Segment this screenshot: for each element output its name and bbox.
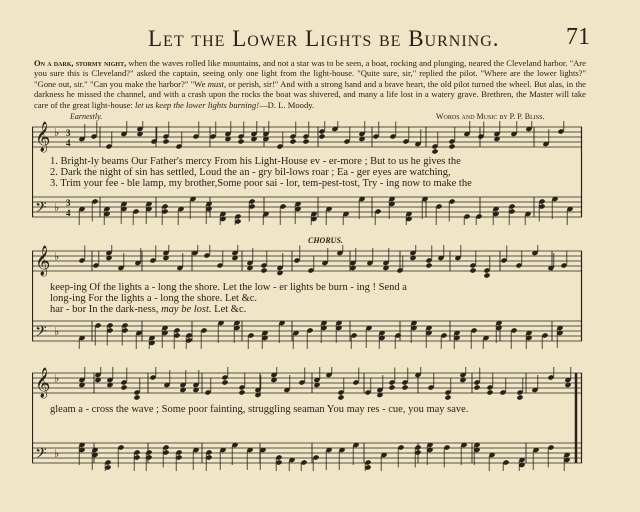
lyric-chorus-line-b: long-ing For the lights a - long the shore. Let &c. [50,293,258,304]
lyric-verse-3: 3. Trim your fee - ble lamp, my brother,Some poor sai - lor, tem-pest-tost, Try - ing now to make the [50,178,472,189]
hymn-title: Let the Lower Lights be Burning. [148,26,500,51]
flat-icon: ♭ [54,447,60,460]
story-text-2: , or perish, sir!" And with a strong hand and a brave heart, the old pilot turned the wheel. But alas, in the darkness he missed the channel, and with a crash upon the rocks the boat was shivered, and many a life lost in a watery grave. Brethren, the Master will take care of the great light-house: [34,78,586,110]
bass-clef-icon: 𝄢 [35,445,47,466]
page-number: 71 [566,24,590,50]
flat-icon: ♭ [54,126,60,139]
lyric-chorus-line-c [50,305,580,316]
time-signature-bottom: 4 [66,138,71,148]
page-header [0,22,640,56]
story-italic-tail: let us keep the lower lights burning! [134,99,260,110]
lyric-chorus-line-a: keep-ing Of the lights a - long the shore. Let the low - er lights be burn - ing ! Send a [50,282,407,293]
treble-clef-icon: 𝄞 [35,368,51,398]
treble-clef-icon: 𝄞 [35,246,51,276]
music-staff-system-3 [32,367,584,471]
lyric-final-line: gleam a - cross the wave ; Some poor fainting, struggling seaman You may res - cue, you may save. [50,404,469,415]
story-text-1: when the waves rolled like mountains, and not a star was to be seen, a boat, rocking and plunging, neared the Cleveland harbor. "Are you sure this is Cleveland?" asked the captain, seeing only one light from the light-house. "Quite sure, sir," replied the pilot. "Where are the lower lights?" "Gone out, sir." "Can you make the harbor?" "We [34,58,586,89]
flat-icon: ♭ [54,325,60,338]
tempo-marking: Earnestly. [70,112,103,121]
lyric-verse-2: 2. Dark the night of sin has settled, Loud the an - gry bil-lows roar ; Ea - ger eyes are watching, [50,167,451,178]
bass-clef-icon: 𝄢 [35,323,47,344]
flat-icon: ♭ [54,201,60,214]
time-signature-top: 3 [66,198,71,208]
lyric-verse-1: 1. Bright-ly beams Our Father's mercy From his Light-House ev - er-more ; But to us he gives the [50,156,461,167]
time-signature-top: 3 [66,128,71,138]
lyric-chorus-line-c-end: Let &c. [211,304,247,315]
composer-credit: Words and Music by P. P. Bliss. [436,112,545,121]
treble-clef-icon: 𝄞 [35,122,51,152]
lyric-chorus-line-c-start: har - bor In the dark-ness, [50,304,162,315]
system-3 [32,367,584,471]
story-lead: On a dark, stormy night, [34,58,127,68]
story-attribution: —D. L. Moody. [259,99,315,110]
flat-icon: ♭ [54,372,60,385]
story-emphasis: must [207,78,224,89]
flat-icon: ♭ [54,250,60,263]
bass-clef-icon: 𝄢 [35,199,47,220]
story-paragraph [34,58,586,110]
time-signature-bottom: 4 [66,208,71,218]
chorus-label: CHORUS. [308,236,343,245]
lyric-chorus-line-c-italic: may be lost. [161,304,212,315]
